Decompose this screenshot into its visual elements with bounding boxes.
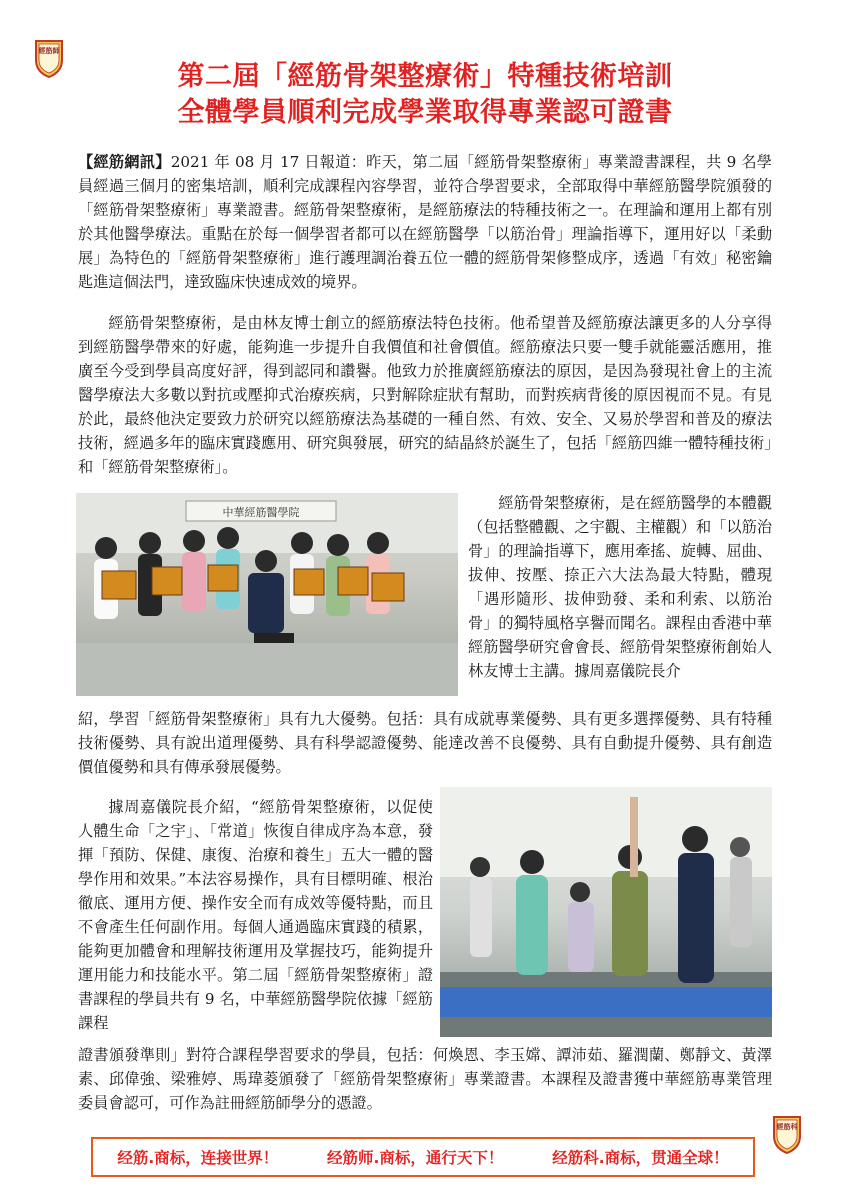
training-session-photo [440,787,772,1037]
paragraph-founder: 經筋骨架整療術，是由林友博士創立的經筋療法特色技術。他希望普及經筋療法讓更多的人分享得到經筋醫學帶來的好處，能夠進一步提升自我價值和社會價值。經筋療法只要一雙手就能靈活應用，推廣至今受到學員高度好評，得到認同和讚譽。他致力於推廣經筋療法的原因，是因為發現社會上的主流醫學療法大多數以對抗或壓抑式治療疾病，只對解除症狀有幫助，而對疾病背後的原因視而不見。有見於此，最終他決定要致力於研究以經筋療法為基礎的一種自然、有效、安全、又易於學習和普及的療法技術，經過多年的臨床實踐應用、研究與發展，研究的結晶終於誕生了，包括「經筋四維一體特種技術」和「經筋骨架整療術」。 [78,314,772,476]
slogan-3: 经筋科.商标，贯通全球！ [552,1149,729,1167]
group-photo-certificates [76,493,458,696]
paragraph-graduates: 證書頒發準則」對符合課程學習要求的學員，包括：何煥恩、李玉嫦、譚沛茹、羅潤蘭、鄭靜文、黃澤素、邱偉強、梁雅婷、馬瑋菱頒發了「經筋骨架整療術」專業證書。本課程及證書獲中華經筋專業管理委員會認可，可作為註冊經筋師學分的憑證。 [78,1046,772,1112]
source-tag: 【經筋網訊】 [78,153,171,171]
headline-line-2: 全體學員順利完成學業取得專業認可證書 [177,97,673,128]
paragraph-advantages: 紹，學習「經筋骨架整療術」具有九大優勢。包括：具有成就專業優勢、具有更多選擇優勢、具有特種技術優勢、具有說出道理優勢、具有科學認證優勢、能達改善不良優勢、具有自動提升優勢、具有創造價值優勢和具有傳承發展優勢。 [78,710,772,776]
footer-slogan-box [91,1137,755,1177]
paragraph-technique: 經筋骨架整療術，是在經筋醫學的本體觀（包括整體觀、之宇觀、主權觀）和「以筋治骨」的理論指導下，應用牽搖、旋轉、屈曲、拔伸、按壓、捺正六大法為最大特點，體現「遇形隨形、拔伸勁發、柔和利索、以筋治骨」的獨特風格享譽而聞名。課程由香港中華經筋醫學研究會會長、經筋骨架整療術創始人 林友博士主講。據周嘉儀院長介 [468,494,772,680]
headline-line-1: 第二屆「經筋骨架整療術」特種技術培訓 [177,61,673,92]
badge-text: 經筋科 [776,1123,798,1131]
paragraph-intro [78,150,772,294]
paragraph-principal-quote: 據周嘉儀院長介紹，“經筋骨架整療術，以促使人體生命「之宇」、「常道」恢復自律成序為本意，發揮「預防、保健、康復、治療和養生」五大一體的醫學作用和效果。”本法容易操作，具有目標明確、根治徹底、運用方便、操作安全而有成效等優特點，而且不會產生任何副作用。每個人通過臨床實踐的積累，能夠更加體會和理解技術運用及掌握技巧，能夠提升運用能力和技能水平。第二屆「經筋骨架整療術」證書課程的學員共有 9 名，中華經筋醫學院依據「經筋課程 [78,798,433,1032]
paragraph-intro-text: 2021 年 08 月 17 日報道：昨天，第二屆「經筋骨架整療術」專業證書課程，共 9 名學員經過三個月的密集培訓，順利完成課程內容學習，並符合學習要求，全部取得中華經筋醫學院頒發的「經筋骨架整療術」專業證書。經筋骨架整療術，是經筋療法的特種技術之一。在理論和運用上都有別於其他醫學療法。重點在於每一個學習者都可以在經筋醫學「以筋治骨」理論指導下，運用好以「柔動展」為特色的「經筋骨架整療術」進行護理調治養五位一體的經筋骨架修整成序，透過「有效」秘密鑰匙進這個法門，達致臨床快速成效的境界。 [78,153,772,291]
shield-icon [772,1114,802,1154]
badge-text: 經筋師 [38,47,60,55]
institution-badge-top [34,38,64,78]
clinic-sign-text: 中華經筋醫學院 [222,506,300,519]
slogan-2: 经筋师.商标，通行天下！ [327,1149,504,1167]
institution-badge-bottom [772,1114,802,1154]
slogan-1: 经筋.商标，连接世界！ [117,1149,279,1167]
shield-icon [34,38,64,78]
